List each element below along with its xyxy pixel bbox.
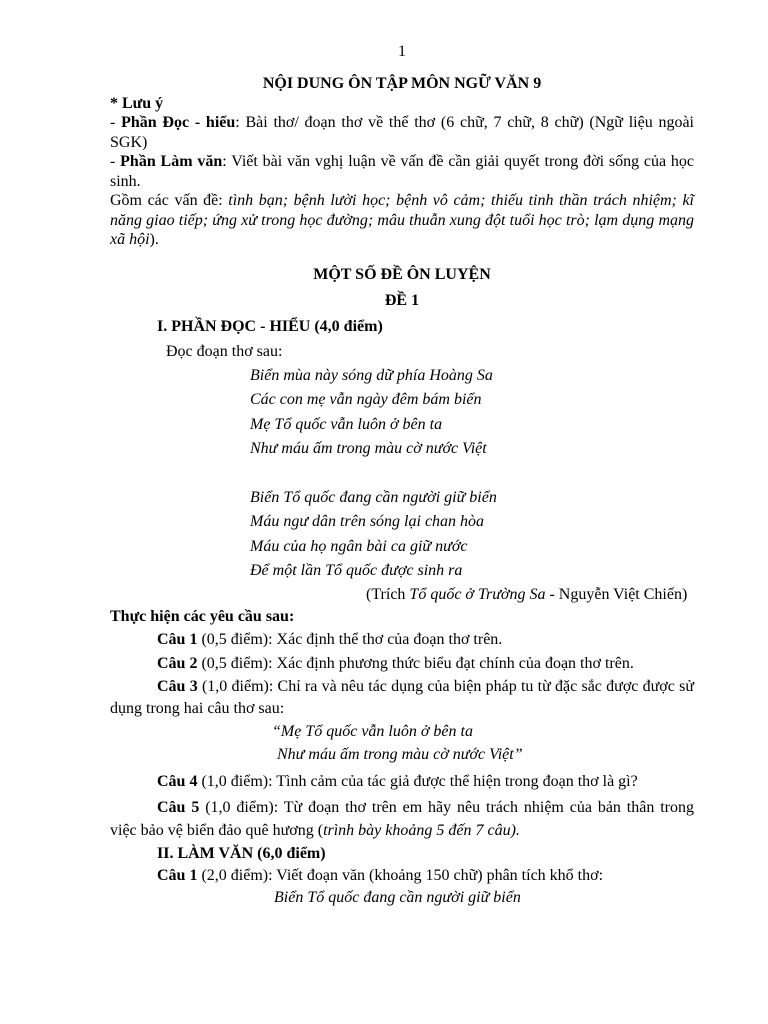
- note-heading: * Lưu ý: [110, 94, 164, 112]
- question-text: (1,0 điểm): Từ đoạn thơ trên em hãy nêu trách nhiệm của bản thân trong việc bảo vệ biển đảo quê hương (: [110, 798, 695, 839]
- part1-instruction: Đọc đoạn thơ sau:: [166, 342, 283, 360]
- question-label: Câu 2: [157, 654, 198, 672]
- poem-line: Biển Tổ quốc đang cần người giữ biển: [250, 488, 497, 506]
- note-lam-van-label: Phần Làm văn: [120, 153, 223, 170]
- part2-question-1: [110, 865, 694, 887]
- question-text: (2,0 điểm): Viết đoạn văn (khoảng 150 chữ) phân tích khổ thơ:: [197, 866, 604, 884]
- question-label: Câu 4: [157, 772, 198, 790]
- question-label: Câu 1: [157, 630, 198, 648]
- question-label: Câu 3: [157, 677, 198, 695]
- note-topics-intro: Gồm các vấn đề:: [110, 192, 229, 209]
- poem-source-post: - Nguyễn Việt Chiến): [545, 585, 688, 603]
- question-5: [110, 796, 694, 842]
- exam-title: ĐỀ 1: [384, 291, 420, 309]
- poem-line: Máu ngư dân trên sóng lại chan hòa: [250, 513, 485, 530]
- poem-source-work: Tổ quốc ở Trường Sa: [409, 585, 546, 603]
- question-label: Câu 1: [157, 866, 198, 884]
- quote-block: [110, 720, 694, 766]
- part2-heading: II. LÀM VĂN (6,0 điểm): [157, 844, 326, 862]
- quote-line: “Mẹ Tổ quốc vẫn luôn ở bên ta: [272, 722, 473, 740]
- question-text: (0,5 điểm): Xác định thể thơ của đoạn thơ trên.: [197, 630, 503, 648]
- poem-line: Như máu ấm trong màu cờ nước Việt: [250, 440, 487, 457]
- note-topics-end: ).: [149, 231, 159, 248]
- document-title: NỘI DUNG ÔN TẬP MÔN NGỮ VĂN 9: [262, 75, 542, 92]
- quote-line: Như máu ấm trong màu cờ nước Việt”: [277, 745, 523, 763]
- part1-heading: I. PHẦN ĐỌC - HIỂU (4,0 điểm): [157, 317, 383, 335]
- note-doc-hieu-label: Phần Đọc - hiểu: [121, 114, 236, 131]
- poem-line: Các con mẹ vẫn ngày đêm bám biển: [250, 391, 482, 408]
- question-3: [110, 676, 694, 720]
- section-title: MỘT SỐ ĐỀ ÔN LUYỆN: [313, 265, 491, 283]
- question-1: [110, 628, 694, 652]
- poem-line: Biển mùa này sóng dữ phía Hoàng Sa: [250, 366, 493, 384]
- note-lam-van-text: : Viết bài văn vghị luận về vấn đề cần giải quyết trong đời sống của học sinh.: [110, 153, 695, 190]
- question-label: Câu 5: [157, 798, 200, 816]
- poem-source-pre: (Trích: [366, 585, 410, 603]
- poem-stanza-1: [110, 364, 694, 462]
- poem-stanza-2: [110, 486, 694, 584]
- poem-source: [110, 584, 694, 606]
- part2-poem-line: Biển Tổ quốc đang cần người giữ biển: [274, 888, 521, 906]
- tasks-heading: Thực hiện các yêu cầu sau:: [110, 607, 295, 625]
- poem-line: Mẹ Tổ quốc vẫn luôn ở bên ta: [250, 415, 443, 433]
- poem-line: Máu của họ ngân bài ca giữ nước: [250, 537, 468, 555]
- question-text: (0,5 điểm): Xác định phương thức biểu đạt chính của đoạn thơ trên.: [197, 654, 634, 672]
- question-text: (1,0 điểm): Tình cảm của tác giả được thể hiện trong đoạn thơ là gì?: [197, 772, 638, 790]
- page-number: 1: [398, 43, 406, 60]
- note-topics: [110, 191, 694, 250]
- note-doc-hieu-text: : Bài thơ/ đoạn thơ về thể thơ (6 chữ, 7 chữ, 8 chữ) (Ngữ liệu ngoài SGK): [110, 114, 695, 151]
- note-topics-list: tình bạn; bệnh lười học; bệnh vô cảm; thiếu tinh thần trách nhiệm; kĩ năng giao tiếp; ứng xử trong học đường; mâu thuẫn xung đột tuổi học trò; lạm dụng mạng xã hội: [110, 192, 695, 248]
- question-2: [110, 652, 694, 676]
- note-doc-hieu: - Phần Đọc - hiểu: Bài thơ/ đoạn thơ về thể thơ (6 chữ, 7 chữ, 8 chữ) (Ngữ liệu ngoài SGK): [110, 114, 695, 151]
- document-page: [110, 42, 694, 909]
- question-4: [110, 770, 694, 793]
- poem-line: Để một lần Tổ quốc được sinh ra: [250, 562, 463, 579]
- question-text: (1,0 điểm): Chỉ ra và nêu tác dụng của biện pháp tu từ đặc sắc được được sử dụng trong hai câu thơ sau:: [110, 677, 695, 717]
- question-text-italic: trình bày khoảng 5 đến 7 câu).: [323, 821, 520, 839]
- note-lam-van: - Phần Làm văn: Viết bài văn vghị luận về vấn đề cần giải quyết trong đời sống của học sinh.: [110, 153, 695, 190]
